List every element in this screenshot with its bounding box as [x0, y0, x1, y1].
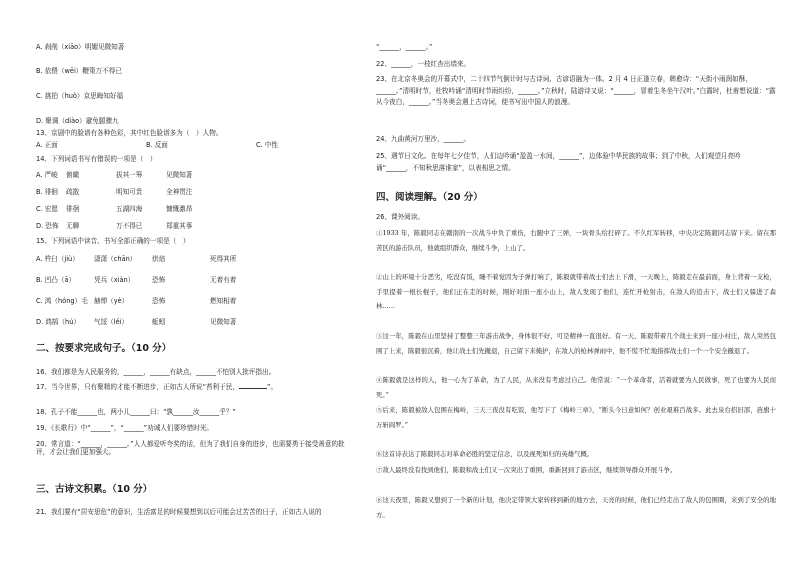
q15-row-a: A. 杵臼（jiù） 潇潇（chān） 烘焙 死得其所	[36, 255, 237, 263]
q12-option-d: D. 聚调（diào）避免腿骤九	[36, 117, 119, 125]
q17-blank[interactable]	[239, 388, 267, 389]
q23-question: 23、在北京冬奥会的开幕式中，二十四节气倒计时与古诗词、古谚语融为一体。2 月 4 日正逢立春，韩愈诗：“天街小雨润如酥，______。”清明时节，杜牧吟诵“清明时节雨纷纷，______。”立秋时，陆游诗又说：“______，冒着生冬坐午汉叶。”白露时，杜甫想说道：“露从今夜白，______。”当冬奥会遇上古诗词，便书写出中国人的浪漫。	[376, 75, 776, 106]
story-paragraph-6: ⑥这首诗表达了陈毅同志对革命必胜的坚定信念，以及视死如归的英雄气概。	[376, 450, 594, 458]
q14-row-b: B. 徘徊 疏散 明知可贵 全神贯注	[36, 188, 193, 196]
q13-option-c: C. 中性	[256, 141, 278, 149]
q12-option-a: A. 刹削（xiāo）明媚见微知著	[36, 43, 125, 51]
q14-row-d: D. 恐怖 无聊 万不得已 郑重其事	[36, 222, 193, 230]
q14-row-c: C. 宏愿 徘徊 五湖四海 慷慨激昂	[36, 205, 193, 213]
story-paragraph-4: ④陈毅就是这样的人，他一心为了革命，为了人民，从来没有考虑过自己。他常说：“一个革命者，活着就要为人民做事，死了也要为人民而死。”	[376, 376, 776, 399]
q13-question: 13、京剧中的脸谱有各种色彩，其中红色脸谱多为（ ）人物。	[36, 129, 223, 137]
story-paragraph-1: ①1933 年，陈毅同志在赣南的一次战斗中负了重伤，右腿中了三弹，一块骨头给打碎了。不久红军转移，中央决定陈毅同志留下来。留在那苦区的游击队员，他就组织群众，继续斗争，上山了。	[376, 229, 776, 252]
q26-question: 26、课外阅读。	[376, 213, 424, 221]
q17-question: 17、当今世界，只有聚精的才能不断进步，正如古人所说“苔利于民， ”。	[36, 383, 278, 391]
story-paragraph-7: ⑦敌人最终没有找到他们，陈毅和战士们又一次突出了重围，重新回到了游击区，继续领导群众开展斗争。	[376, 466, 677, 474]
story-paragraph-5: ⑤后来，陈毅被敌人包围在梅岭，三天三夜没有吃饭，他写下了《梅岭三章》，“断头今日意如何？创业艰难百战多。此去泉台招旧部，旌旗十万斩阎罗。”	[376, 406, 776, 429]
section-3-heading: 三、古诗文积累。（10 分）	[36, 484, 153, 495]
q16-question: 16、我们都是为人民服务的，______，______有缺点，______不怕别人批评指出。	[36, 368, 276, 376]
q12-option-b: B. 依偎（wēi）鞭策万不得已	[36, 67, 122, 75]
section-4-heading: 四、阅读理解。（20 分）	[376, 192, 483, 203]
story-paragraph-8: ⑧这天夜里，陈毅又想到了一个新的计划，他决定带领大家转移到新的地方去，天亮的时候，他们已经走出了敌人的包围圈，来到了安全的地方。	[376, 496, 776, 519]
q14-question: 14、下列词语书写有错误的一项是（ ）	[36, 155, 157, 163]
q15-row-b: B. 凹凸（ā） 凭兵（xiàn） 恐怖 无着有着	[36, 276, 237, 284]
q19-question: 19、《长歌行》中“______”，“______”劝诫人们要珍惜时光。	[36, 424, 214, 432]
q21-question: 21、我们要有“居安思危”的意识，生活富足的时候要想到以后可能会过苦苦的日子，正如古人说的	[36, 508, 322, 516]
story-paragraph-3: ③这一年，陈毅在山里坚持了整整三年游击战争，身体很不好，可是精神一直很好。有一天，陈毅带着几个战士来到一座小村庄，敌人突然包围了上来，陈毅很沉着，他让战士们先撤退，自己留下来掩护，在敌人的枪林弹雨中，他不慌不忙地指挥战士们一个一个安全撤退了。	[376, 332, 776, 355]
q15-row-c: C. 鸿（hóng）毛 赫惮（yè） 恐怖 燃知相着	[36, 297, 237, 305]
q15-question: 15、下列词语中读音、书写全部正确的一项是（ ）	[36, 237, 190, 245]
q13-option-b: B. 反面	[146, 141, 168, 149]
q24-question: 24、九曲黄河万里沙，______。	[376, 135, 471, 143]
q13-options	[36, 141, 366, 149]
q20-question: 20、常言道：“______，______。”人人都爱听夸奖的话，但为了我们自身的进步，也需要勇于接受善意的批评，才会让我们更加强大。	[36, 440, 345, 456]
q12-option-c: C. 挑拍（huò）京思晦知好福	[36, 92, 124, 100]
q25-question: 25、遇节日文化。在每年七夕佳节，人们边吟诵“盈盈一水间，______”，边体验中华民族的故事；到了中秋，人们观望月亮吟诵“______，不知秋思落谁家”，以表相思之情。	[376, 152, 741, 172]
q14-row-a: A. 严峻 俯瞰 拔其一筹 见微知著	[36, 171, 193, 179]
story-paragraph-2: ②山上的环境十分恶劣，吃没有饭，睡不着觉因为子弹打响了，陈毅就带着战士们去上下滑，一天晚上，陈毅走在最前面，身上背着一支枪，手里提着一根长棍子，他们正在走的时候，刚好对面一座小山上，敌人发现了他们，连忙开枪射击，在敌人的追击下，战士们又躲进了森林……	[376, 273, 776, 311]
q13-option-a: A. 正面	[36, 141, 58, 149]
q21-answer-line: “______，______。”	[376, 43, 433, 51]
q15-row-d: D. 鸿鹄（hú） 气馁（lěi） 蚯蚓 见微知著	[36, 318, 237, 326]
q18-question: 18、孔子不能______也，两小儿______曰：“孰______汝______乎？”	[36, 408, 236, 416]
q22-question: 22、______，一枝红杏出墙来。	[376, 60, 471, 68]
section-2-heading: 二、按要求完成句子。（10 分）	[36, 343, 172, 354]
